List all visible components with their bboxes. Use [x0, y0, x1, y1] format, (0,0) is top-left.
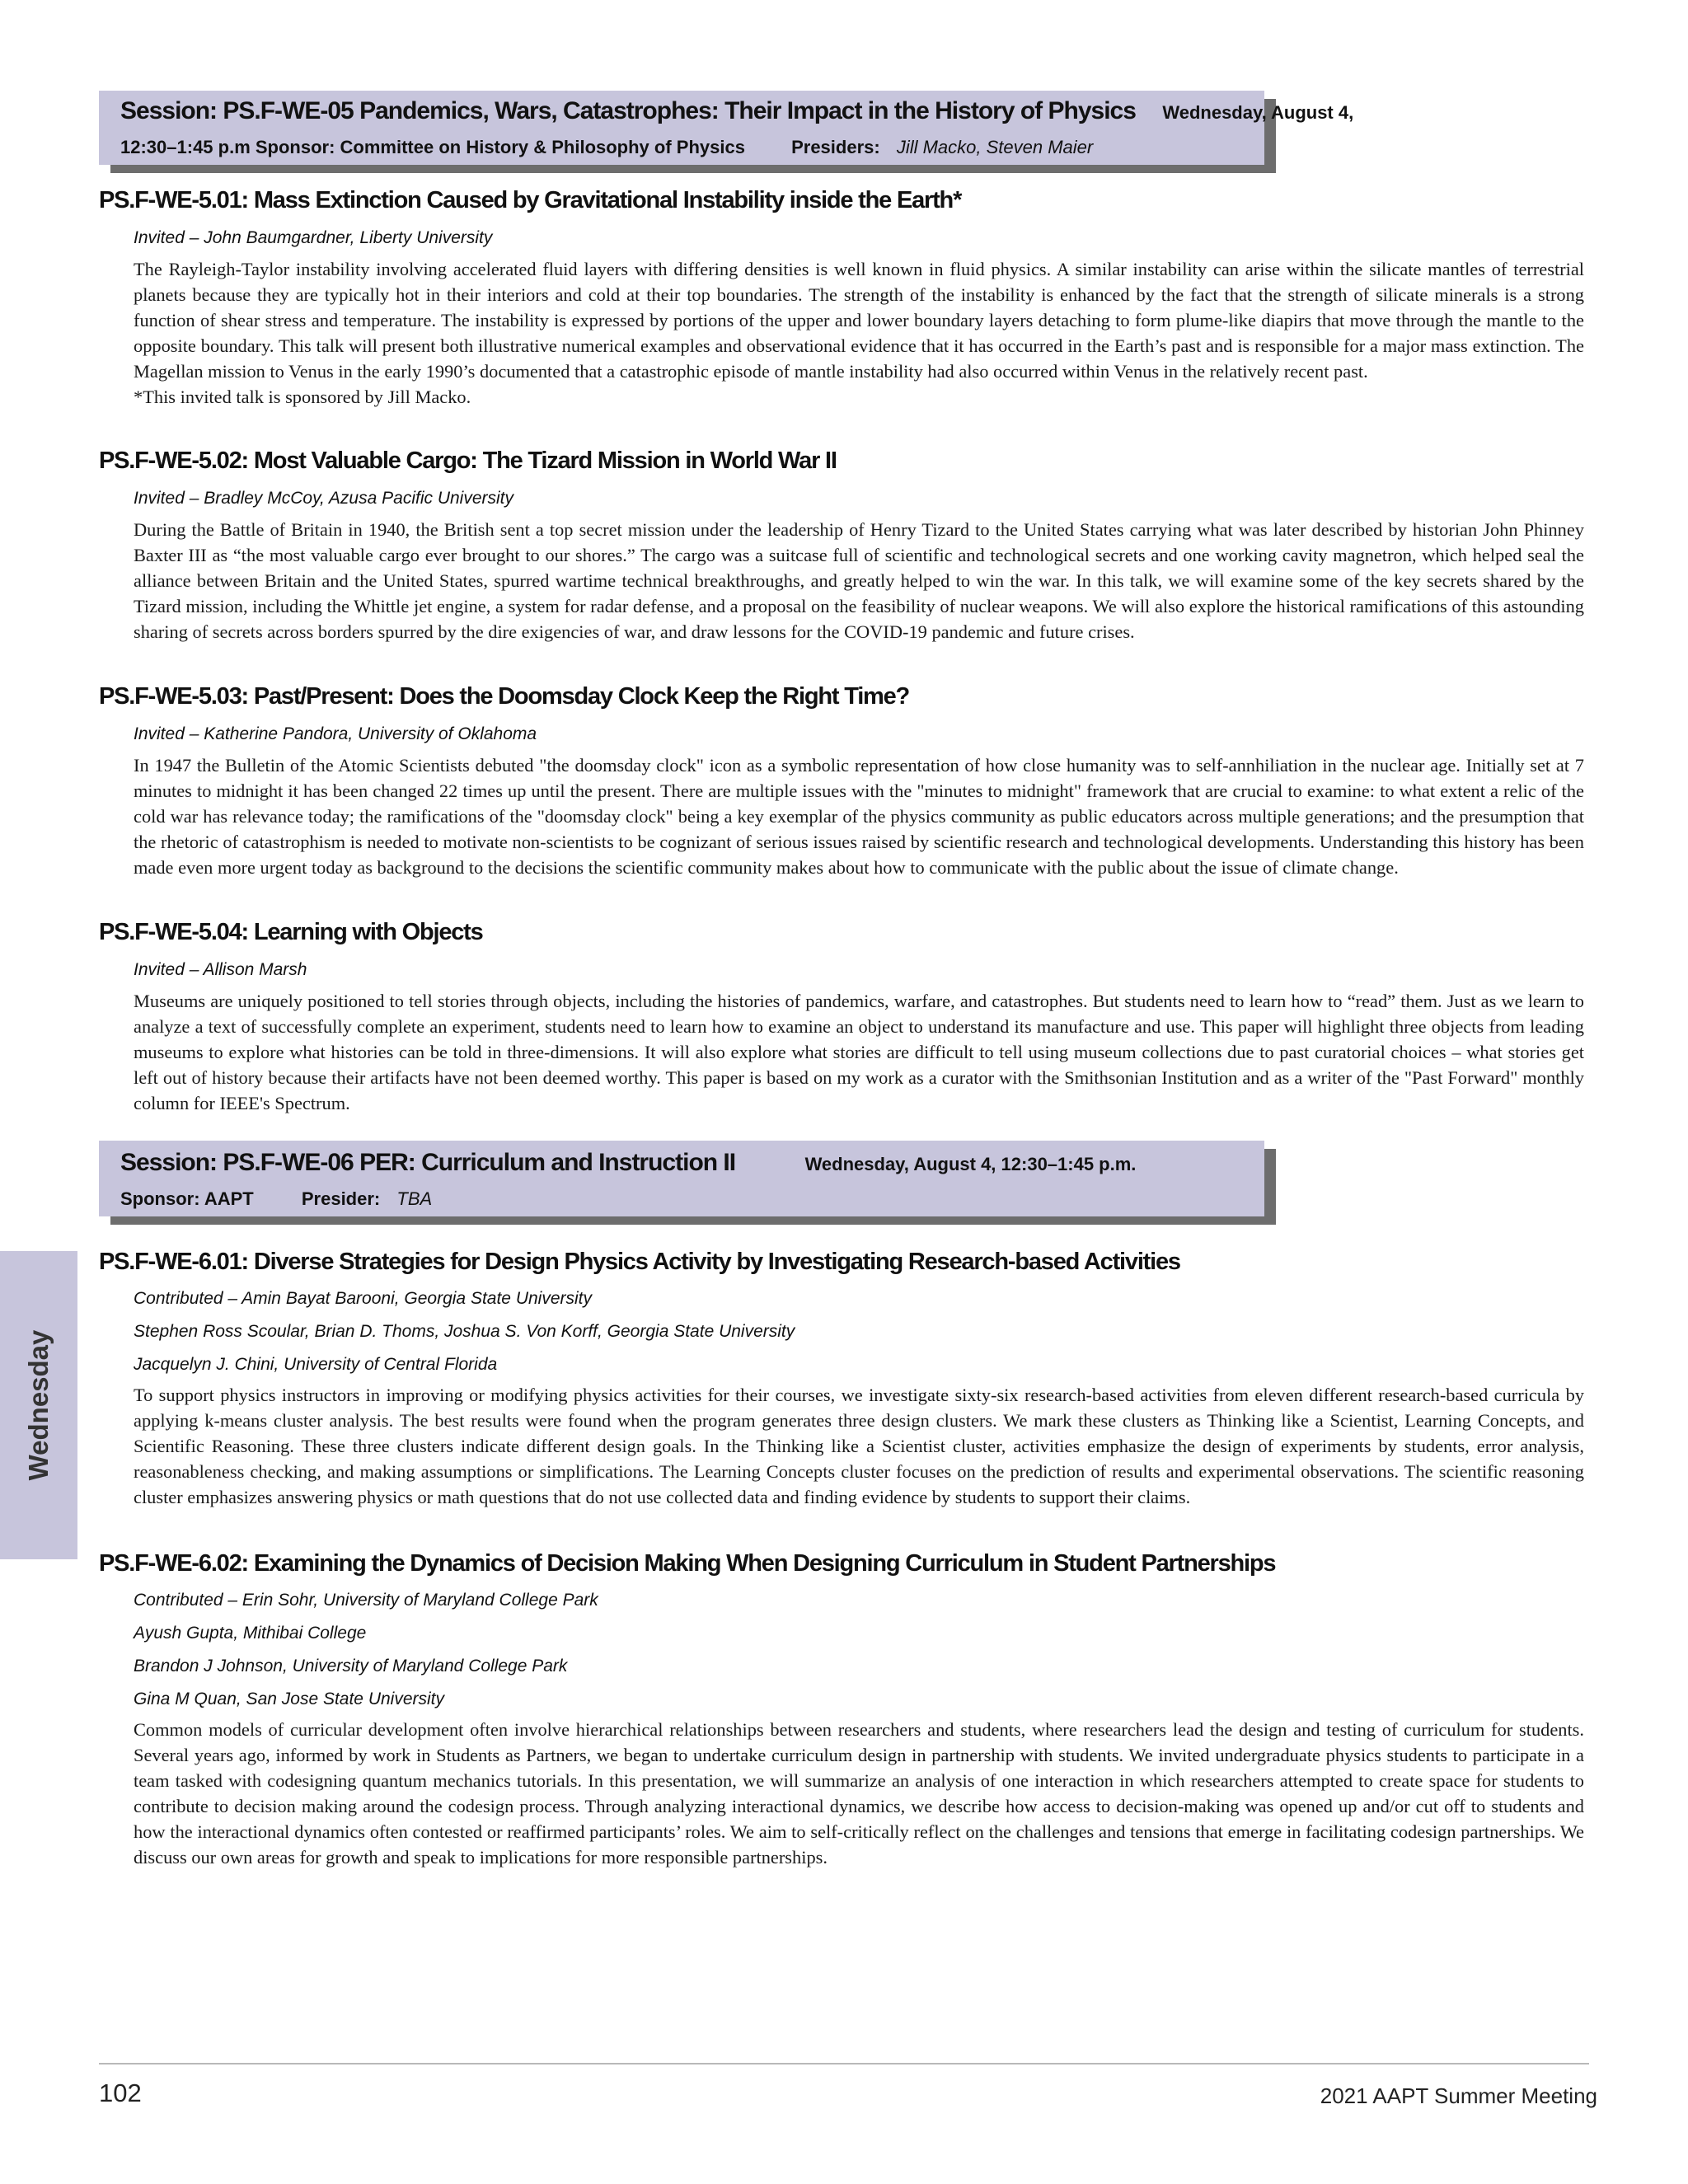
talk-title: PS.F-WE-5.02: Most Valuable Cargo: The Tizard Mission in World War II — [99, 448, 837, 474]
session-date: Wednesday, August 4, 12:30–1:45 p.m. — [804, 1154, 1137, 1174]
talk-title: PS.F-WE-6.01: Diverse Strategies for Design Physics Activity by Investigating Research-based Activities — [99, 1249, 1180, 1275]
abstract-paragraph: Museums are uniquely positioned to tell stories through objects, including the histories of pandemics, warfare, and catastrophes. But students need to learn how to “read” them. Just as we learn to analyze a text of successfully complete an experiment, students need to learn how to examine an object to understand its manufacture and use. This paper will highlight three objects from leading museums to explore what histories can be told in three-dimensions. It will also explore what stories are difficult to tell using museum collections due to past curatorial choices – what stories get left out of history because their artifacts have not been deemed worthy. This paper is based on my work as a curator with the Smithsonian Institution and as a writer of the "Past Forward" monthly column for IEEE's Spectrum. — [134, 991, 1584, 1113]
talk-title: PS.F-WE-6.02: Examining the Dynamics of Decision Making When Designing Curriculum in Student Partnerships — [99, 1550, 1276, 1577]
abstract-paragraph: Common models of curricular development often involve hierarchical relationships between researchers and students, where researchers lead the design and testing of curriculum for students. Several years ago, informed by work in Students as Partners, we began to undertake curriculum design in partnership with students. We invited undergraduate physics students to participate in a team tasked with codesigning quantum mechanics tutorials. In this presentation, we will summarize an analysis of one interaction in which researchers attempted to create space for students to contribute to decision making around the codesign process. Through analyzing interactional dynamics, we describe how access to decision-making was opened up and/or cut off to students and how the interactional dynamics often contested or reaffirmed participants’ roles. We aim to self-critically reflect on the challenges and tensions that emerge in facilitating codesign partnerships. We discuss our own areas for growth and speak to implications for more responsible partnerships. — [134, 1719, 1584, 1868]
talk-author: Stephen Ross Scoular, Brian D. Thoms, Joshua S. Von Korff, Georgia State University — [134, 1322, 795, 1341]
page-number: 102 — [99, 2079, 142, 2107]
session-header — [99, 1141, 1264, 1216]
talk-author: Invited – John Baumgardner, Liberty University — [134, 228, 493, 247]
talk-author: Ayush Gupta, Mithibai College — [134, 1624, 367, 1643]
session-title: Session: PS.F-WE-05 Pandemics, Wars, Catastrophes: Their Impact in the History of Physics — [120, 97, 1136, 124]
talk-abstract — [134, 517, 1584, 644]
talk-abstract — [134, 1382, 1584, 1510]
presiders-names: TBA — [396, 1188, 433, 1209]
session-header — [99, 91, 1354, 165]
day-side-tab-label: Wednesday — [23, 1329, 54, 1481]
talk-title: PS.F-WE-5.03: Past/Present: Does the Doomsday Clock Keep the Right Time? — [99, 683, 910, 710]
presiders-names: Jill Macko, Steven Maier — [896, 137, 1094, 157]
day-side-tab — [0, 1251, 77, 1559]
abstract-paragraph: The Rayleigh-Taylor instability involving accelerated fluid layers with differing densities is well known in fluid physics. A similar instability can arise within the silicate mantles of terrestrial planets because they are typically hot in their interiors and cold at their top boundaries. The strength of the instability is enhanced by the fact that the strength of silicate minerals is a strong function of shear stress and temperature. The instability is expressed by portions of the upper and lower boundary layers detaching to form plume-like diapirs that move through the mantle to the opposite boundary. This talk will present both illustrative numerical examples and observational evidence that it has occurred in the Earth’s past and is responsible for a major mass extinction. The Magellan mission to Venus in the early 1990’s documented that a catastrophic episode of mantle instability had also occurred within Venus in the relatively recent past. — [134, 259, 1584, 382]
talk-author: Invited – Bradley McCoy, Azusa Pacific University — [134, 489, 513, 508]
talk-author: Invited – Katherine Pandora, University of Oklahoma — [134, 724, 537, 743]
talk-author: Jacquelyn J. Chini, University of Central Florida — [134, 1355, 498, 1374]
session-time-sponsor: 12:30–1:45 p.m Sponsor: Committee on History & Philosophy of Physics — [120, 137, 745, 157]
talk-title: PS.F-WE-5.01: Mass Extinction Caused by Gravitational Instability inside the Earth* — [99, 187, 962, 213]
meeting-name: 2021 AAPT Summer Meeting — [1320, 2083, 1597, 2108]
talk-author: Contributed – Erin Sohr, University of Maryland College Park — [134, 1591, 598, 1610]
presiders-label: Presider: — [301, 1188, 381, 1209]
footer-divider — [99, 2063, 1589, 2064]
abstract-note: *This invited talk is sponsored by Jill Macko. — [134, 387, 471, 407]
abstract-paragraph: During the Battle of Britain in 1940, the British sent a top secret mission under the leadership of Henry Tizard to the United States carrying what was later described by historian John Phinney Baxter III as “the most valuable cargo ever brought to our shores.” The cargo was a suitcase full of scientific and technological secrets and one working cavity magnetron, which helped seal the alliance between Britain and the United States, spurred wartime technical breakthroughs, and greatly helped to win the war. In this talk, we will examine some of the key secrets shared by the Tizard mission, including the Whittle jet engine, a system for radar defense, and a proposal on the feasibility of nuclear weapons. We will also explore the historical ramifications of this astounding sharing of secrets across borders spurred by the dire exigencies of war, and draw lessons for the COVID-19 pandemic and future crises. — [134, 519, 1584, 642]
talk-abstract — [134, 1717, 1584, 1870]
session-date: Wednesday, August 4, — [1162, 102, 1354, 123]
talk-author: Invited – Allison Marsh — [134, 960, 307, 979]
session-sponsor: Sponsor: AAPT — [120, 1188, 254, 1209]
talk-author: Brandon J Johnson, University of Maryland College Park — [134, 1657, 568, 1675]
abstract-paragraph: In 1947 the Bulletin of the Atomic Scientists debuted "the doomsday clock" icon as a symbolic representation of how close humanity was to self-annhiliation in the nuclear age. Initially set at 7 minutes to midnight it has been changed 22 times up until the present. There are multiple issues with the "minutes to midnight" framework that are crucial to examine: to what extent a relic of the cold war has relevance today; the ramifications of the "doomsday clock" being a key exemplar of the physics community as public educators across multiple generations; and the presumption that the rhetoric of catastrophism is needed to motivate non-scientists to be cognizant of serious issues raised by scientific research and technological developments. Understanding this history has been made even more urgent today as background to the decisions the scientific community makes about how to communicate with the public about the issue of climate change. — [134, 755, 1584, 878]
abstract-paragraph: To support physics instructors in improving or modifying physics activities for their courses, we investigate sixty-six research-based activities from eleven different research-based curricula by applying k-means cluster analysis. The best results were found when the program generates three design clusters. We mark these clusters as Thinking like a Scientist, Learning Concepts, and Scientific Reasoning. These three clusters indicate different design goals. In the Thinking like a Scientist cluster, activities emphasize the design of experiments by students, error analysis, reasonableness checking, and making assumptions or simplifications. The Learning Concepts cluster focuses on the prediction of results and experimental observations. The scientific reasoning cluster emphasizes answering physics or math questions that do not use collected data and finding evidence by students to support their claims. — [134, 1385, 1584, 1507]
presiders-label: Presiders: — [791, 137, 880, 157]
talk-abstract — [134, 988, 1584, 1116]
talk-author: Gina M Quan, San Jose State University — [134, 1690, 445, 1708]
talk-title: PS.F-WE-5.04: Learning with Objects — [99, 919, 483, 945]
talk-abstract — [134, 256, 1584, 410]
talk-abstract — [134, 752, 1584, 880]
session-title: Session: PS.F-WE-06 PER: Curriculum and Instruction II — [120, 1149, 736, 1176]
talk-author: Contributed – Amin Bayat Barooni, Georgia State University — [134, 1289, 592, 1308]
